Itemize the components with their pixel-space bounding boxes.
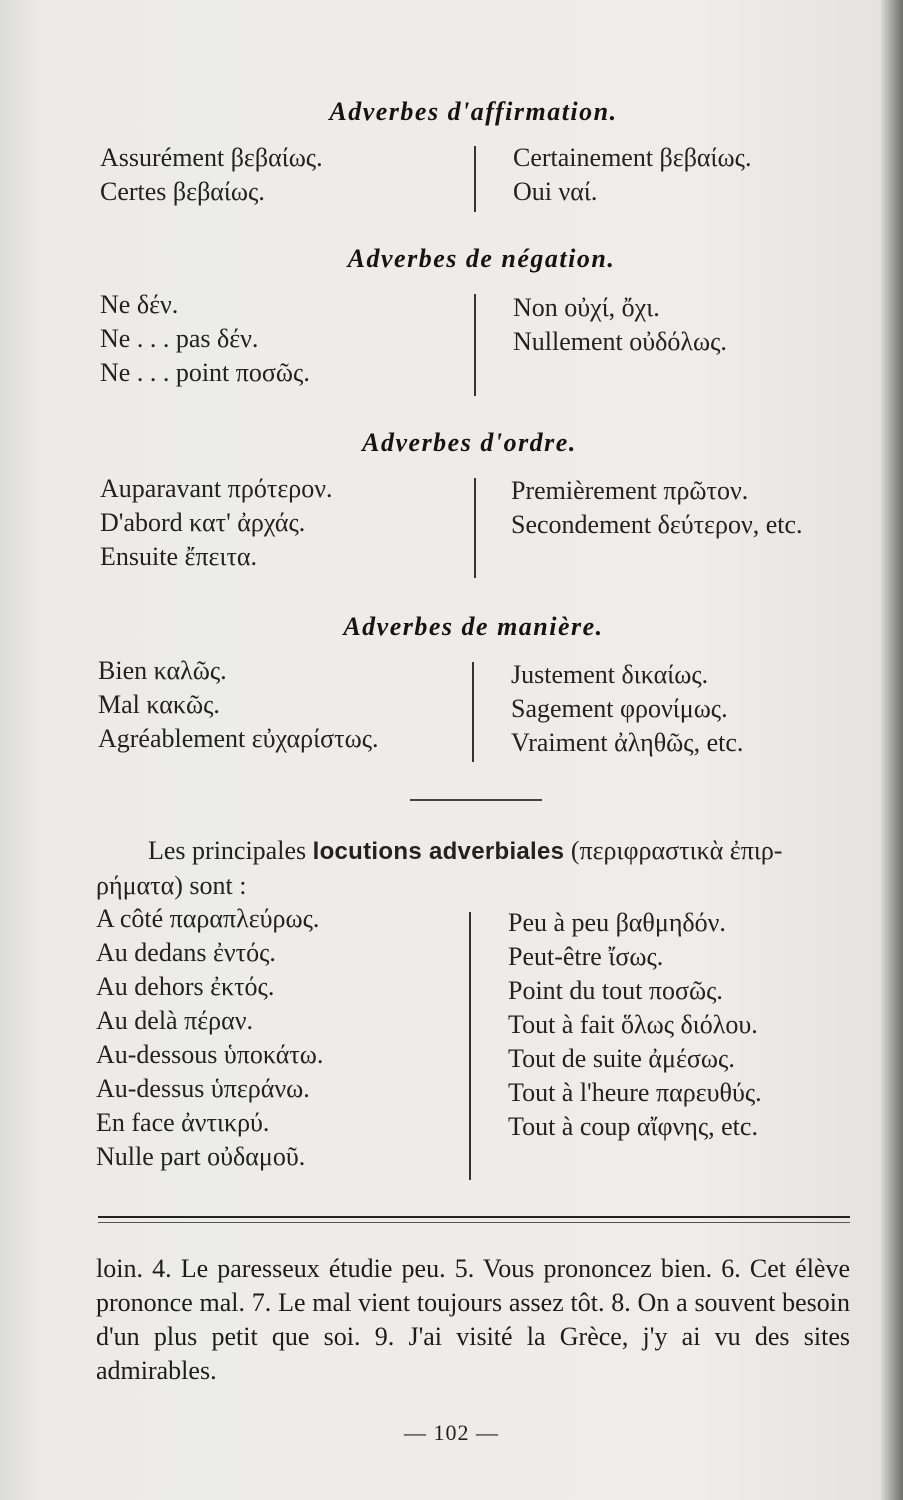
column-divider [474, 478, 476, 578]
locutions-right-list [508, 906, 762, 1144]
heading-negation: Adverbes de négation. [347, 244, 616, 273]
list-item: Tout à coup αἴφνης, etc. [508, 1112, 758, 1141]
list-item: Tout à fait ὅλως διόλου. [508, 1010, 758, 1039]
locutions-intro [96, 834, 856, 903]
ordre-left-list [100, 472, 332, 574]
intro-text-end: (περιφραστικὰ ἐπιρ-ρήματα) sont : [96, 836, 783, 900]
list-item: Justement δικαίως. [511, 660, 709, 689]
list-item: Ne . . . pas δέν. [100, 324, 259, 353]
maniere-left-list [98, 654, 379, 756]
book-spine-shadow [881, 0, 903, 1500]
section-separator [410, 799, 542, 801]
list-item: Au-dessus ὑπεράνω. [96, 1074, 310, 1103]
list-item: Vraiment ἀληθῶς, etc. [511, 728, 744, 757]
heading-ordre: Adverbes d'ordre. [362, 428, 577, 457]
list-item: Agréablement εὐχαρίστως. [98, 724, 379, 753]
list-item: Oui ναί. [513, 177, 598, 206]
list-item: Assurément βεβαίως. [100, 143, 323, 172]
list-item: Bien καλῶς. [98, 656, 227, 685]
exercise-paragraph: loin. 4. Le paresseux étudie peu. 5. Vous prononcez bien. 6. Cet élève prononce mal. 7. Le mal vient toujours assez tôt. 8. On a souvent besoin d'un plus petit que soi. 9. J'ai visité la Grèce, j'y ai vu des sites admirables. [96, 1254, 850, 1385]
list-item: Secondement δεύτερον, etc. [511, 510, 803, 539]
list-item: Ensuite ἔπειτα. [100, 542, 258, 571]
heading-affirmation: Adverbes d'affirmation. [329, 97, 618, 126]
list-item: Au dedans ἐντός. [96, 938, 276, 967]
list-item: Ne δέν. [100, 290, 179, 319]
list-item: En face ἀντικρύ. [96, 1108, 270, 1137]
list-item: Au delà πέραν. [96, 1006, 253, 1035]
list-item: Tout de suite ἀμέσως. [508, 1044, 735, 1073]
list-item: Sagement φρονίμως. [511, 694, 728, 723]
column-divider [474, 294, 476, 396]
list-item: Peut-être ἴσως. [508, 942, 664, 971]
list-item: Peu à peu βαθμηδόν. [508, 908, 726, 937]
negation-left-list [100, 288, 310, 390]
locutions-left-list [96, 902, 323, 1174]
list-item: Tout à l'heure παρευθύς. [508, 1078, 762, 1107]
list-item: Premièrement πρῶτον. [511, 476, 749, 505]
list-item: Certainement βεβαίως. [513, 143, 752, 172]
footer-rule [98, 1216, 850, 1218]
column-divider [472, 662, 474, 762]
list-item: Point du tout ποσῶς. [508, 976, 723, 1005]
list-item: Non οὐχί, ὄχι. [513, 293, 660, 322]
list-item: D'abord κατ' ἀρχάς. [100, 508, 306, 537]
list-item: Nullement οὐδόλως. [513, 327, 727, 356]
list-item: Au dehors ἐκτός. [96, 972, 275, 1001]
footer-rule-thin [98, 1222, 850, 1223]
heading-maniere: Adverbes de manière. [343, 612, 604, 641]
maniere-right-list [511, 658, 743, 760]
page-number: — 102 — [404, 1420, 499, 1445]
affirmation-left-list [100, 141, 323, 209]
column-divider [474, 146, 476, 212]
list-item: Auparavant πρότερον. [100, 474, 333, 503]
affirmation-right-list [513, 141, 751, 209]
list-item: Nulle part οὐδαμοῦ. [96, 1142, 306, 1171]
list-item: Ne . . . point ποσῶς. [100, 358, 310, 387]
intro-text-start: Les principales [148, 836, 307, 865]
intro-bold-term: locutions adverbiales [312, 838, 565, 865]
column-divider [469, 912, 471, 1180]
negation-right-list [513, 291, 727, 359]
list-item: Au-dessous ὑποκάτω. [96, 1040, 324, 1069]
list-item: Certes βεβαίως. [100, 177, 265, 206]
list-item: Mal κακῶς. [98, 690, 220, 719]
ordre-right-list [511, 474, 803, 542]
list-item: A côté παραπλεύρως. [96, 904, 320, 933]
